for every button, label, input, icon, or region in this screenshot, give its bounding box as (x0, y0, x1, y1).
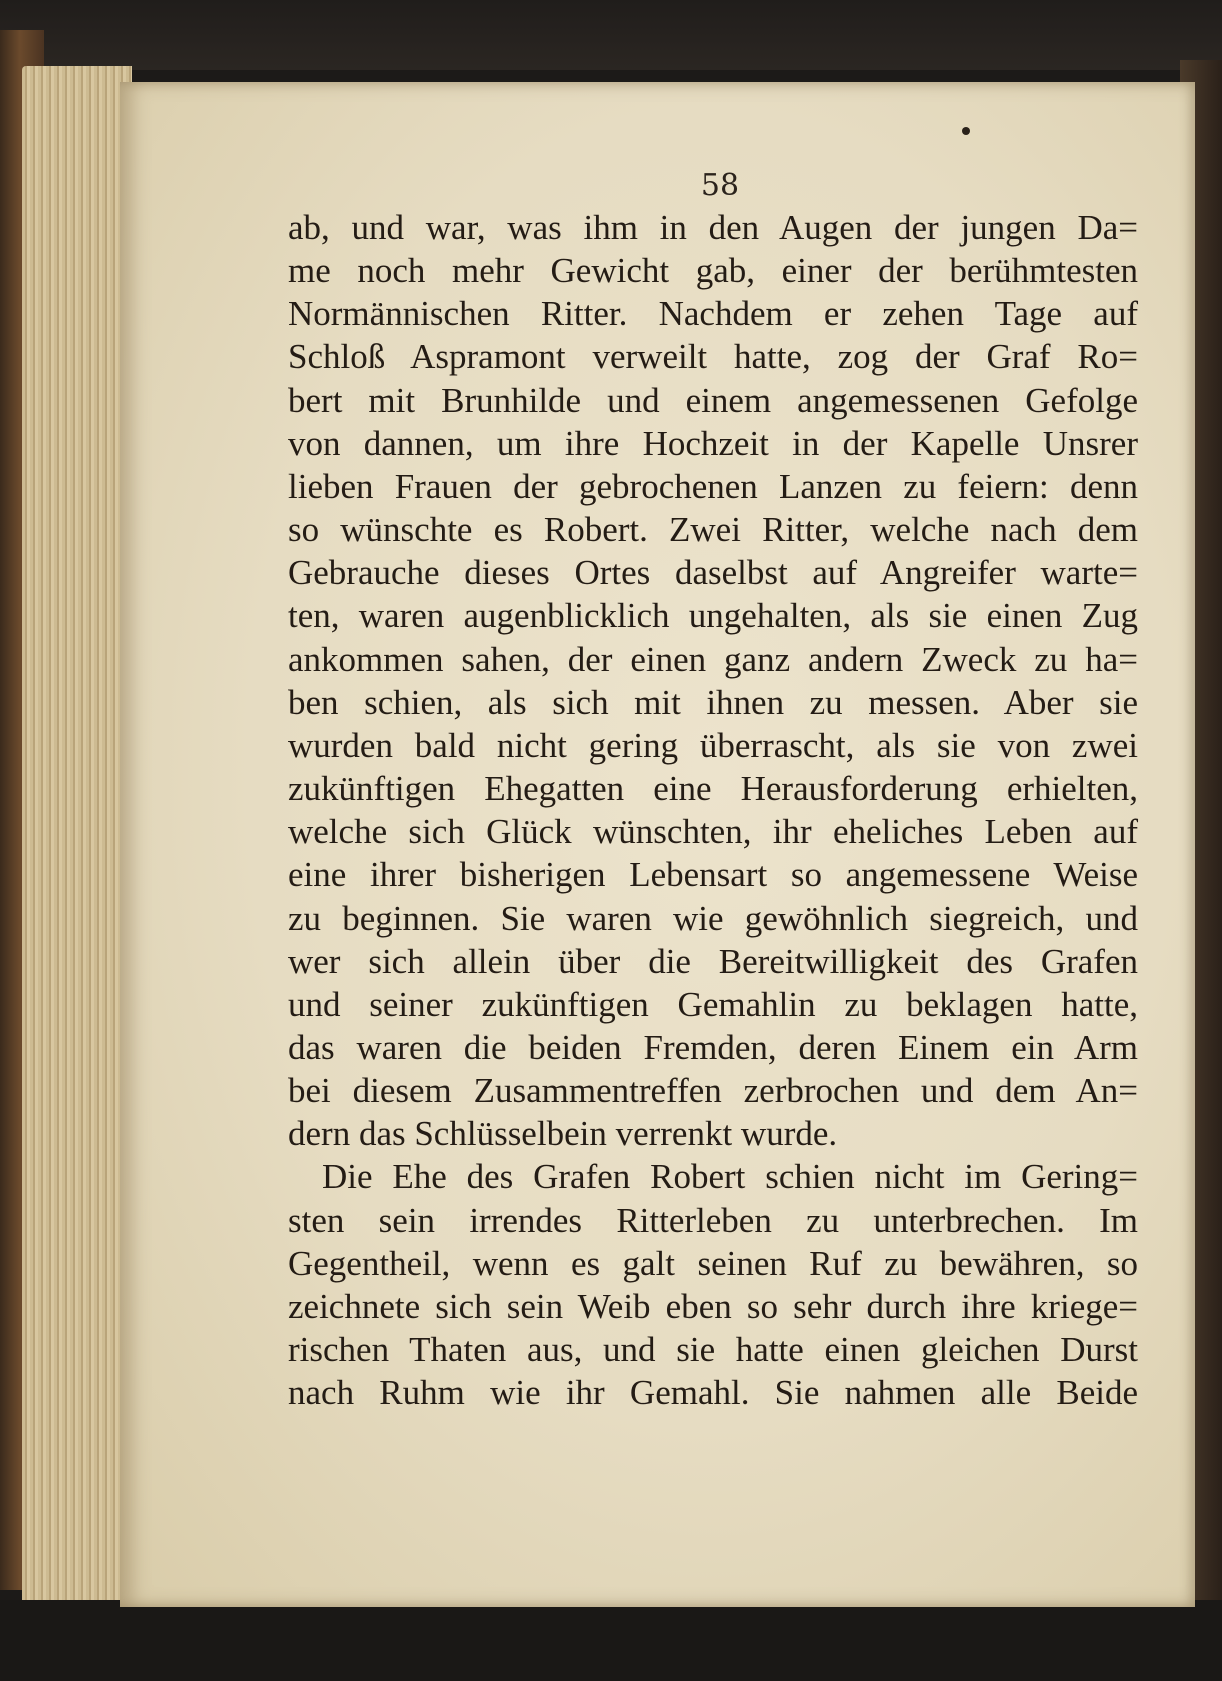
text-line: Normännischen Ritter. Nachdem er zehen Tage auf (288, 294, 1138, 334)
text-line: Die Ehe des Grafen Robert schien nicht im Gering= (322, 1157, 1138, 1197)
text-line: und seiner zukünftigen Gemahlin zu beklagen hatte, (288, 984, 1138, 1024)
text-line: zeichnete sich sein Weib eben so sehr durch ihre kriege= (288, 1286, 1138, 1326)
text-line: wer sich allein über die Bereitwilligkeit des Grafen (288, 941, 1138, 981)
page-stack-edges (22, 66, 132, 1626)
text-line: dern das Schlüsselbein verrenkt wurde. (288, 1114, 838, 1154)
text-line: Gegentheil, wenn es galt seinen Ruf zu bewähren, so (288, 1243, 1138, 1283)
text-line: lieben Frauen der gebrochenen Lanzen zu feiern: denn (288, 466, 1138, 506)
ink-spot (962, 127, 970, 135)
text-line: Gebrauche dieses Ortes daselbst auf Angreifer warte= (288, 553, 1138, 593)
text-line: zu beginnen. Sie waren wie gewöhnlich siegreich, und (288, 898, 1138, 938)
text-line: sten sein irrendes Ritterleben zu unterbrechen. Im (288, 1200, 1138, 1240)
text-line: von dannen, um ihre Hochzeit in der Kapelle Unsrer (288, 423, 1138, 463)
text-line: ten, waren augenblicklich ungehalten, als sie einen Zug (288, 596, 1138, 636)
text-line: rischen Thaten aus, und sie hatte einen gleichen Durst (288, 1330, 1138, 1370)
text-line: so wünschte es Robert. Zwei Ritter, welche nach dem (288, 510, 1138, 550)
text-line: zukünftigen Ehegatten eine Herausforderung erhielten, (288, 769, 1138, 809)
text-line: me noch mehr Gewicht gab, einer der berühmtesten (288, 251, 1138, 291)
text-line: das waren die beiden Fremden, deren Einem ein Arm (288, 1027, 1138, 1067)
text-line: ben schien, als sich mit ihnen zu messen. Aber sie (288, 682, 1138, 722)
text-line: Schloß Aspramont verweilt hatte, zog der Graf Ro= (288, 337, 1138, 377)
text-line: welche sich Glück wünschten, ihr eheliches Leben auf (288, 812, 1138, 852)
text-line: eine ihrer bisherigen Lebensart so angemessene Weise (288, 855, 1138, 895)
text-line: nach Ruhm wie ihr Gemahl. Sie nahmen alle Beide (288, 1373, 1138, 1413)
scan-bottom-border (0, 1600, 1222, 1681)
text-line: bei diesem Zusammentreffen zerbrochen und dem An= (288, 1071, 1138, 1111)
page-body-text (288, 206, 1138, 1414)
page-number: 58 (700, 168, 740, 203)
text-line: ab, und war, was ihm in den Augen der jungen Da= (288, 208, 1138, 247)
text-line: bert mit Brunhilde und einem angemessenen Gefolge (288, 380, 1138, 420)
text-line: wurden bald nicht gering überrascht, als sie von zwei (288, 725, 1138, 765)
text-line: ankommen sahen, der einen ganz andern Zweck zu ha= (288, 639, 1138, 679)
scan-top-border (0, 0, 1222, 70)
